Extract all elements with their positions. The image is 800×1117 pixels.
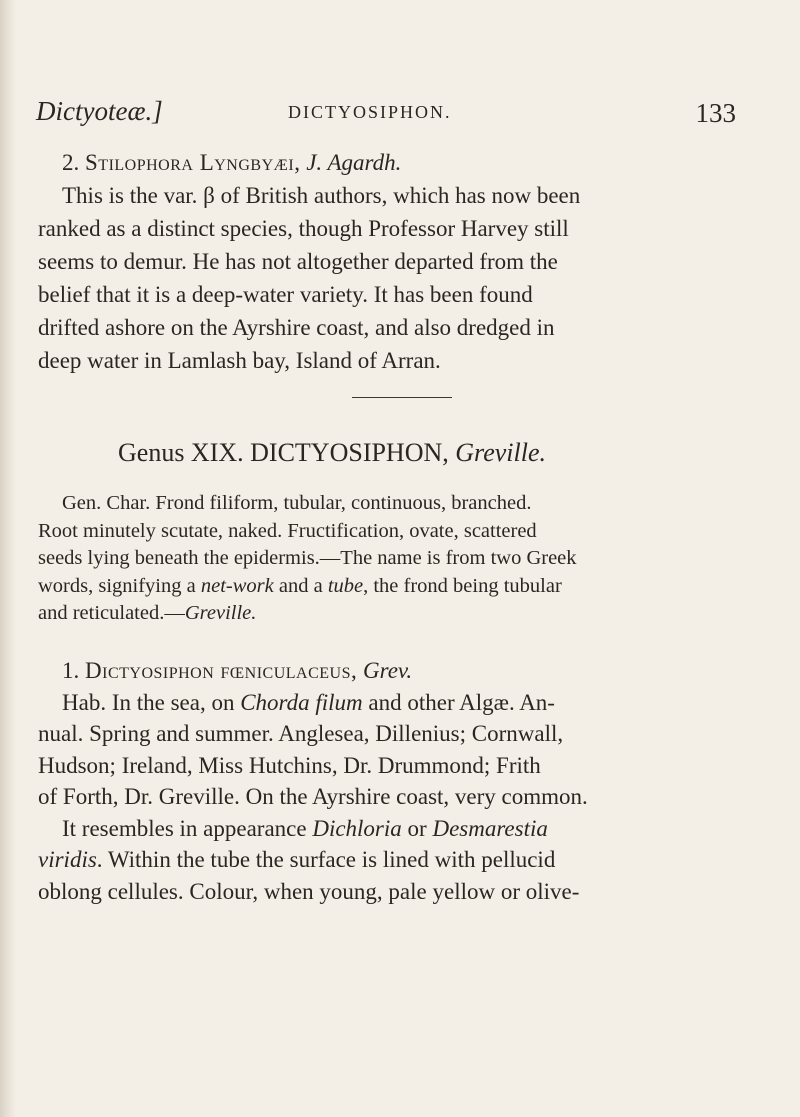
species-2-line: ranked as a distinct species, though Professor Harvey still	[38, 216, 569, 241]
species-1-line: oblong cellules. Colour, when young, pale yellow or olive-	[38, 878, 580, 904]
species-1-line: nual. Spring and summer. Anglesea, Dillenius; Cornwall,	[38, 721, 564, 746]
generic-character	[38, 490, 738, 628]
species-1-author: Grev.	[363, 658, 413, 683]
species-2-author: J. Agardh.	[306, 150, 402, 175]
species-2-line: deep water in Lamlash bay, Island of Arran.	[38, 348, 441, 373]
genus-char-line: Gen. Char. Frond filiform, tubular, continuous, branched.	[62, 492, 532, 514]
species-2-entry	[38, 146, 738, 377]
section-divider	[352, 397, 452, 398]
genus-author: Greville.	[455, 438, 546, 467]
species-2-line: drifted ashore on the Ayrshire coast, and also dredged in	[38, 315, 555, 340]
genus-char-line: and reticulated.—Greville.	[38, 602, 257, 624]
genus-char-line: Root minutely scutate, naked. Fructification, ovate, scattered	[38, 519, 537, 542]
species-1-line: It resembles in appearance Dichloria or Desmarestia	[62, 815, 548, 841]
running-head-center: DICTYOSIPHON.	[288, 102, 452, 122]
page-spine-shadow	[0, 0, 16, 1117]
species-2-heading: 2. Stilophora Lyngbyæi, J. Agardh.	[62, 150, 402, 175]
species-1-name: Dictyosiphon fœniculaceus,	[85, 658, 358, 683]
species-1-heading: 1. Dictyosiphon fœniculaceus, Grev.	[62, 658, 413, 683]
species-1-line: Hudson; Ireland, Miss Hutchins, Dr. Drummond; Frith	[38, 752, 541, 778]
genus-heading	[118, 438, 546, 468]
species-2-line: seems to demur. He has not altogether departed from the	[38, 249, 558, 274]
genus-char-line: words, signifying a net-work and a tube, the frond being tubular	[38, 574, 562, 597]
genus-char-line: seeds lying beneath the epidermis.—The name is from two Greek	[38, 547, 577, 569]
species-1-entry	[38, 655, 738, 907]
running-header	[36, 96, 736, 136]
species-2-line: belief that it is a deep-water variety. It has been found	[38, 282, 533, 307]
species-2-name: Stilophora Lyngbyæi,	[85, 150, 301, 175]
species-2-line: This is the var. β of British authors, which has now been	[62, 183, 581, 208]
genus-title: Genus XIX. DICTYOSIPHON,	[118, 438, 449, 467]
species-1-habitat: Hab. In the sea, on Chorda filum and other Algæ. An-	[62, 689, 555, 715]
page-number: 133	[695, 98, 736, 128]
species-1-line: viridis. Within the tube the surface is lined with pellucid	[38, 847, 556, 872]
running-head-left: Dictyoteæ.]	[36, 96, 163, 126]
species-1-line: of Forth, Dr. Greville. On the Ayrshire coast, very common.	[38, 784, 588, 809]
